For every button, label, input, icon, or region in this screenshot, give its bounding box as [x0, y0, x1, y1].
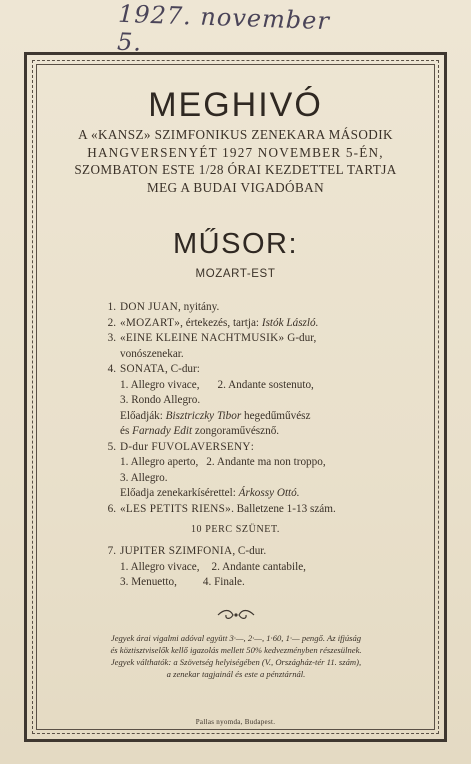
- invitation-title: MEGHIVÓ: [148, 86, 323, 124]
- item-detail: , C-dur.: [232, 545, 267, 557]
- movement: 1. Allegro vivace,: [120, 560, 200, 573]
- item-title: «MOZART»: [120, 316, 181, 329]
- item-detail: , nyitány.: [178, 301, 220, 313]
- performer-name: Bisztriczky Tibor: [165, 409, 242, 422]
- program-item-6: [102, 502, 422, 518]
- program-list-part-2: [102, 544, 422, 591]
- item-number: 3.: [107, 332, 116, 344]
- intro-text: [36, 126, 435, 196]
- movement: 1. Allegro vivace,: [120, 378, 200, 391]
- program-subtitle: MOZART-EST: [195, 268, 276, 280]
- movement-line: [102, 378, 422, 394]
- intro-line: MEG A BUDAI VIGADÓBAN: [146, 179, 325, 195]
- intro-line: HANGVERSENYÉT 1927 NOVEMBER 5-ÉN,: [87, 144, 384, 160]
- movement: 2. Andante sostenuto,: [217, 378, 314, 391]
- item-detail: , értekezés, tartja:: [180, 316, 262, 329]
- program-item-2: [102, 316, 422, 332]
- movement: 2. Andante cantabile,: [211, 560, 306, 573]
- performers-line: [102, 424, 422, 440]
- item-number: 7.: [107, 545, 116, 557]
- movement: 3. Rondo Allegro.: [120, 394, 201, 406]
- performer-role: zongoraművésznő.: [192, 425, 280, 437]
- item-title: JUPITER SZIMFONIA: [120, 545, 233, 557]
- item-number: 2.: [107, 316, 116, 329]
- item-detail: G-dur,: [284, 332, 317, 344]
- item-detail: . Balletzene 1-13 szám.: [231, 502, 336, 515]
- item-title: «EINE KLEINE NACHTMUSIK»: [120, 332, 285, 344]
- item-number: 4.: [107, 363, 116, 375]
- intro-line: A «KANSZ» SZIMFONIKUS ZENEKARA MÁSODIK: [78, 127, 393, 142]
- intro-line: SZOMBATON ESTE 1/28 ÓRAI KEZDETTEL TARTJA: [74, 162, 397, 177]
- program-item-7: [102, 544, 422, 560]
- movement-line: [102, 471, 422, 487]
- ticket-info-line: Jegyek árai vigalmi adóval együtt 3·—, 2·—, 1·60, 1·— pengő. Az ifjúság: [110, 633, 362, 643]
- program-item-3: [102, 331, 422, 347]
- flourish-ornament-icon: [216, 608, 256, 622]
- invitation-content: [36, 62, 435, 732]
- performer-name: Farnady Edit: [132, 425, 193, 437]
- performers-and: és: [120, 425, 133, 437]
- movement-line: [102, 560, 422, 576]
- ticket-info: [54, 632, 418, 680]
- movement-line: [102, 575, 422, 591]
- performer-name: Árkossy Ottó.: [238, 487, 300, 499]
- item-number: 1.: [107, 301, 116, 313]
- item-detail-line: vonószenekar.: [120, 347, 184, 360]
- item-number: 6.: [107, 502, 116, 515]
- printer-imprint: Pallas nyomda, Budapest.: [195, 718, 276, 726]
- program-item-5: [102, 440, 422, 456]
- item-title: «LES PETITS RIENS»: [120, 502, 232, 515]
- performers-line: [102, 409, 422, 425]
- ticket-info-line: Jegyek válthatók: a Szövetség helyiségében (V., Országház-tér 11. szám),: [110, 657, 362, 667]
- program-list: [102, 300, 422, 517]
- ticket-info-line: és köztisztviselők kellő igazolás mellett 50% kedvezményben részesülnek.: [110, 645, 362, 655]
- item-detail: :: [250, 440, 254, 453]
- movement: 1. Allegro aperto,: [120, 456, 199, 468]
- program-item-4: [102, 362, 422, 378]
- movement: 2. Andante ma non troppo,: [206, 456, 326, 468]
- performer-role: hegedűművész: [241, 409, 311, 422]
- intermission-note: 10 PERC SZÜNET.: [190, 524, 281, 535]
- lecturer-name: Istók László.: [261, 316, 319, 329]
- item-title: DON JUAN: [120, 301, 179, 313]
- ticket-info-line: a zenekar tagjainál és este a pénztárnál.: [166, 669, 306, 679]
- item-title: D-dur FUVOLAVERSENY: [120, 440, 251, 453]
- item-detail: , C-dur:: [165, 363, 200, 375]
- movement: 4. Finale.: [202, 576, 245, 588]
- program-heading: MŰSOR:: [173, 228, 298, 260]
- movement: 3. Menuetto,: [120, 576, 177, 588]
- performers-line: [102, 486, 422, 502]
- movement: 3. Allegro.: [120, 471, 168, 484]
- handwritten-date-note: 1927. november 5.: [116, 0, 331, 57]
- program-item-1: [102, 300, 422, 316]
- movement-line: [102, 455, 422, 471]
- item-title: SONATA: [120, 363, 166, 375]
- item-number: 5.: [107, 440, 116, 453]
- performers-label: Előadják:: [120, 409, 166, 422]
- performers-label: Előadja zenekarkísérettel:: [120, 487, 239, 499]
- movement-line: [102, 393, 422, 409]
